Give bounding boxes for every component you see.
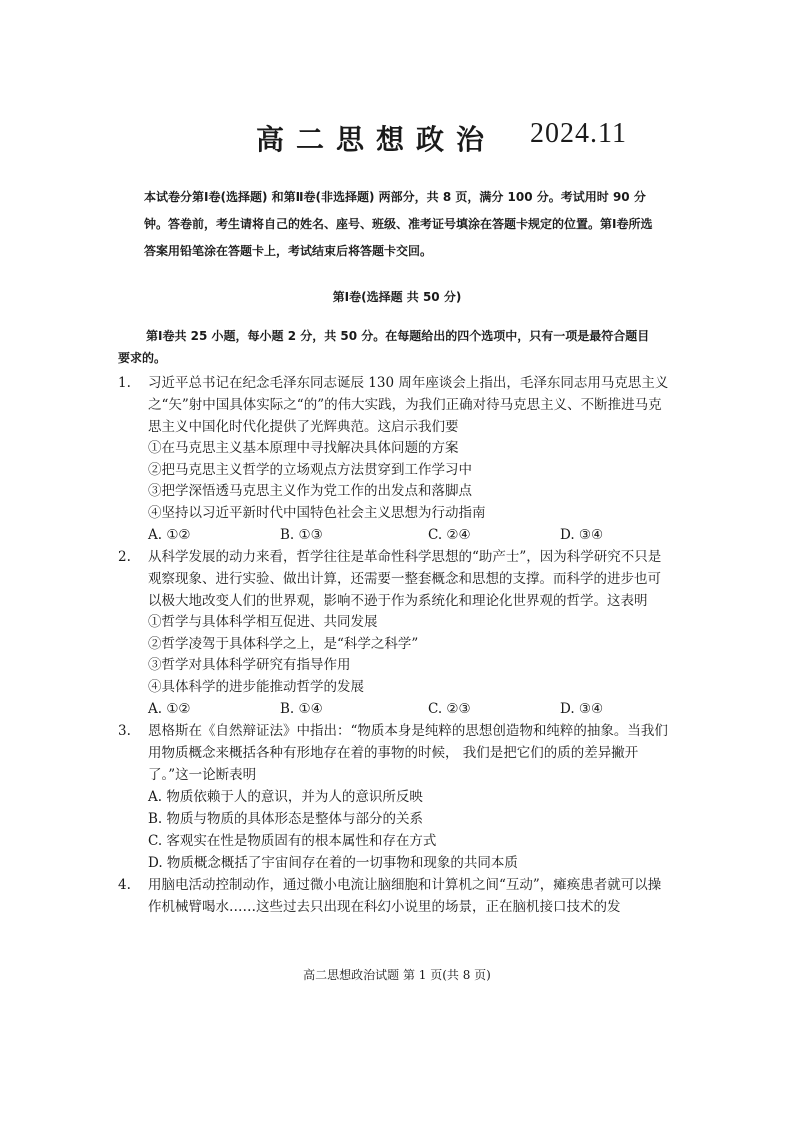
option-a: A. 物质依赖于人的意识，并为人的意识所反映: [148, 789, 423, 805]
question-stem: 习近平总书记在纪念毛泽东同志诞辰 130 周年座谈会上指出，毛泽东同志用马克思主义之“矢”射中国具体实际之“的”的伟大实践，为我们正确对待马克思主义、不断推进马克思主义中国化时代化提供了光辉典范。这启示我们要: [148, 375, 669, 435]
option-c: C. ②④: [428, 527, 471, 543]
question-stem: 从科学发展的动力来看，哲学往往是革命性科学思想的“助产士”，因为科学研究不只是观察现象、进行实验、做出计算，还需要一整套概念和思想的支撑。而科学的进步也可以极大地改变人们的世界观，影响不逊于作为系统化和理论化世界观的哲学。这表明: [148, 549, 662, 609]
question-number: 3.: [118, 723, 131, 739]
question-stem: 用脑电活动控制动作，通过微小电流让脑细胞和计算机之间“互动”，瘫痪患者就可以操作机械臂喝水……这些过去只出现在科幻小说里的场景，正在脑机接口技术的发: [148, 877, 662, 915]
header: [0, 118, 794, 158]
option-c: C. 客观实在性是物质固有的根本属性和存在方式: [148, 833, 437, 849]
statement-item: ②把马克思主义哲学的立场观点方法贯穿到工作学习中: [148, 461, 472, 478]
statement-item: ④具体科学的进步能推动哲学的发展: [148, 678, 364, 695]
option-b: B. 物质与物质的具体形态是整体与部分的关系: [148, 811, 424, 827]
option-d: D. ③④: [560, 527, 604, 543]
exam-instructions: 本试卷分第Ⅰ卷(选择题) 和第Ⅱ卷(非选择题) 两部分，共 8 页，满分 100 分。考试用时 90 分钟。答卷前，考生请将自己的姓名、座号、班级、准考证号填涂在答题卡规定的位置。第Ⅰ卷所选答案用铅笔涂在答题卡上，考试结束后将答题卡交回。: [144, 190, 653, 258]
option-b: B. ①④: [280, 701, 323, 717]
option-c: C. ②③: [428, 701, 471, 717]
option-d: D. 物质概念概括了宇宙间存在着的一切事物和现象的共同本质: [148, 855, 518, 871]
statement-item: ③哲学对具体科学研究有指导作用: [148, 657, 351, 673]
section-title: 第Ⅰ卷(选择题 共 50 分): [332, 290, 462, 304]
section-note: 第Ⅰ卷共 25 小题，每小题 2 分，共 50 分。在每题给出的四个选项中，只有一项是最符合题目要求的。: [118, 329, 650, 365]
option-a: A. ①②: [148, 527, 191, 543]
question-2: [118, 546, 674, 720]
question-4: [118, 874, 674, 918]
question-stem: 恩格斯在《自然辩证法》中指出：“物质本身是纯粹的思想创造物和纯粹的抽象。当我们用物质概念来概括各种有形地存在着的事物的时候， 我们是把它们的质的差异撇开了。”这一论断表明: [148, 723, 668, 783]
question-number: 1.: [118, 375, 131, 391]
question-number: 4.: [118, 877, 131, 893]
question-list: [118, 372, 674, 918]
page-footer: 高二思想政治试题 第 1 页(共 8 页): [303, 968, 491, 982]
statement-item: ④坚持以习近平新时代中国特色社会主义思想为行动指南: [148, 504, 486, 521]
question-1: [118, 372, 674, 546]
answer-options: [148, 698, 674, 720]
statement-item: ③把学深悟透马克思主义作为党工作的出发点和落脚点: [148, 483, 472, 499]
option-d: D. ③④: [560, 701, 604, 717]
question-number: 2.: [118, 549, 131, 565]
answer-options: [148, 524, 674, 546]
statement-item: ①哲学与具体科学相互促进、共同发展: [148, 614, 378, 630]
page-title: 高二思想政治: [256, 123, 497, 156]
exam-date: 2024.11: [530, 118, 627, 149]
statement-item: ①在马克思主义基本原理中寻找解决具体问题的方案: [148, 440, 459, 456]
option-b: B. ①③: [280, 527, 323, 543]
question-3: [118, 720, 674, 874]
statement-item: ②哲学凌驾于具体科学之上，是“科学之科学”: [148, 635, 419, 652]
option-a: A. ①②: [148, 701, 191, 717]
